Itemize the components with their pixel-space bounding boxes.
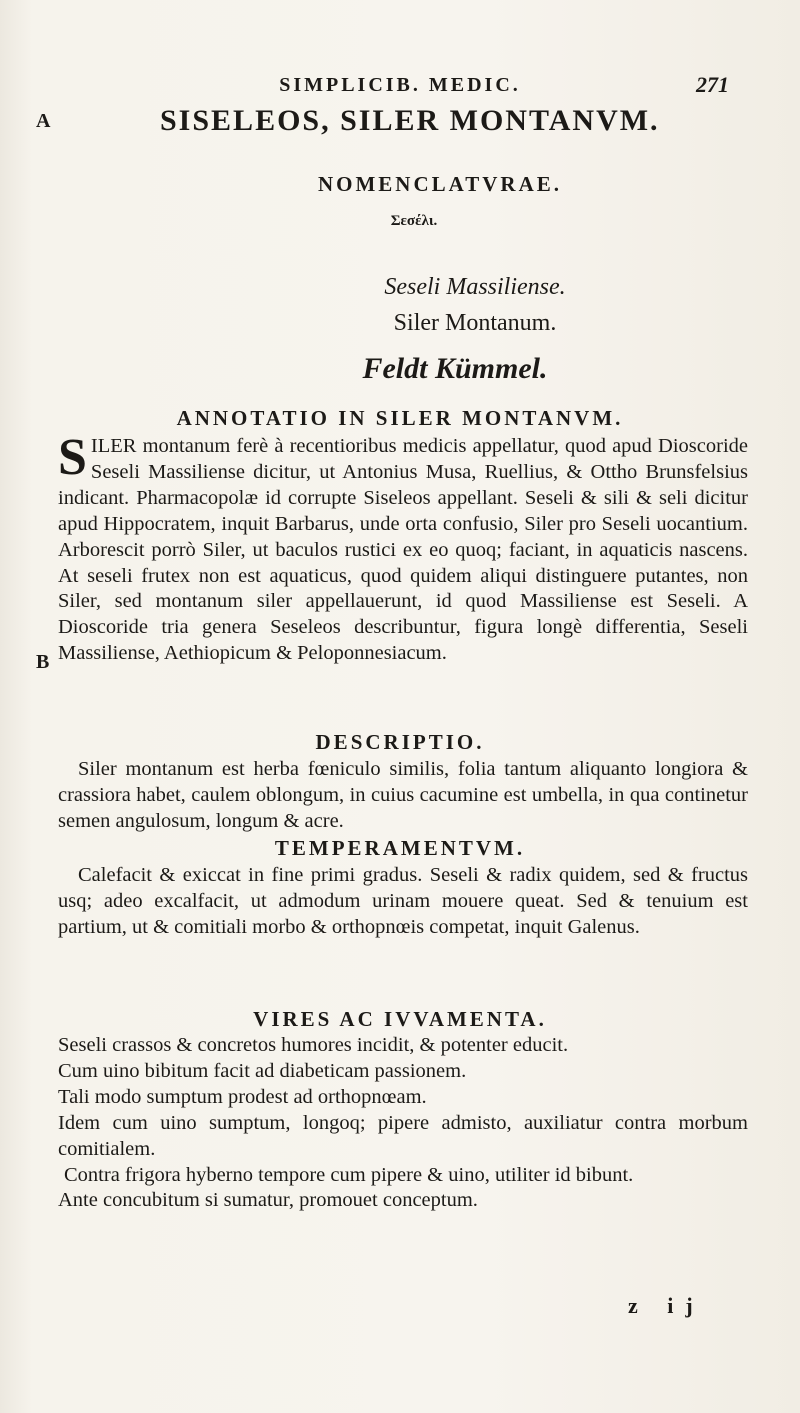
greek-name: Σεσέλι. [390, 213, 438, 229]
descriptio-heading: DESCRIPTIO. [315, 730, 485, 754]
nomenclature-heading: NOMENCLATVRAE. [317, 172, 563, 196]
annotatio-heading: ANNOTATIO IN SILER MONTANVM. [176, 406, 624, 430]
synonym-latin-2: Siler Montanum. [393, 310, 557, 336]
annotatio-text: ILER montanum ferè à recentioribus medicis appellatur, quod apud Dioscoride Seseli Massiliense dicitur, ut Antonius Musa, Ruellius, & Ottho Brunsfelsius indicant. Pharmacopolæ id corrupte Siseleos appellant. Seseli & sili & seli dicitur apud Hippocratem, inquit Barbarus, unde orta confusio, Siler pro Seseli uocantium. Arborescit porrò Siler, ut baculos rustici ex eo quoq; faciant, in aquaticis nascens. At seseli frutex non est aquaticus, quod quidem aliqui distinguere putantes, non Siler, sed montanum siler appellauerunt, id quod Massiliense est Seseli. A Dioscoride tria genera Seseleos describuntur, figura longè differentia, Seseli Massiliense, Aethiopicum & Peloponnesiacum. [58, 435, 748, 665]
temperamentum-section [58, 863, 748, 941]
signature-mark: z ij [628, 1293, 705, 1318]
german-name: Feldt Kümmel. [362, 352, 548, 385]
descriptio-section [58, 757, 748, 835]
running-head: SIMPLICIB. MEDIC. [279, 74, 521, 96]
annotatio-section [58, 429, 748, 667]
page-number: 271 [696, 72, 729, 97]
drop-cap: S [58, 429, 87, 486]
descriptio-text: Siler montanum est herba fœniculo similis, folia tantum aliquanto longiora & crassiora habet, caulem oblongum, in cuius cacumine est umbella, in qua continetur semen angulosum, longum & acre. [58, 758, 748, 832]
margin-letter-b: B [36, 651, 50, 673]
vires-item: Contra frigora hyberno tempore cum pipere & uino, utiliter id bibunt. [64, 1163, 634, 1186]
temperamentum-heading: TEMPERAMENTVM. [274, 836, 526, 860]
vires-item: Tali modo sumptum prodest ad orthopnœam. [58, 1085, 427, 1108]
synonym-latin-1: Seseli Massiliense. [384, 274, 566, 300]
annotatio-paragraph [58, 429, 748, 667]
chapter-title: SISELEOS, SILER MONTANVM. [160, 104, 660, 137]
vires-item: Idem cum uino sumptum, longoq; pipere admisto, auxiliatur contra morbum comitialem. [58, 1111, 748, 1160]
temperamentum-text: Calefacit & exiccat in fine primi gradus. Seseli & radix quidem, sed & fructus usq; adeo excalfacit, ut admodum urinam mouere queat. Sed & tenuium est partium, ut & comitiali morbo & orthopnœis competat, inquit Galenus. [58, 864, 748, 938]
vires-item: Cum uino bibitum facit ad diabeticam passionem. [58, 1059, 467, 1082]
vires-item: Seseli crassos & concretos humores incidit, & potenter educit. [58, 1034, 569, 1056]
vires-section [58, 1033, 748, 1214]
vires-item: Ante concubitum si sumatur, promouet conceptum. [58, 1189, 478, 1212]
vires-heading: VIRES AC IVVAMENTA. [253, 1007, 547, 1031]
margin-letter-a: A [36, 110, 51, 132]
